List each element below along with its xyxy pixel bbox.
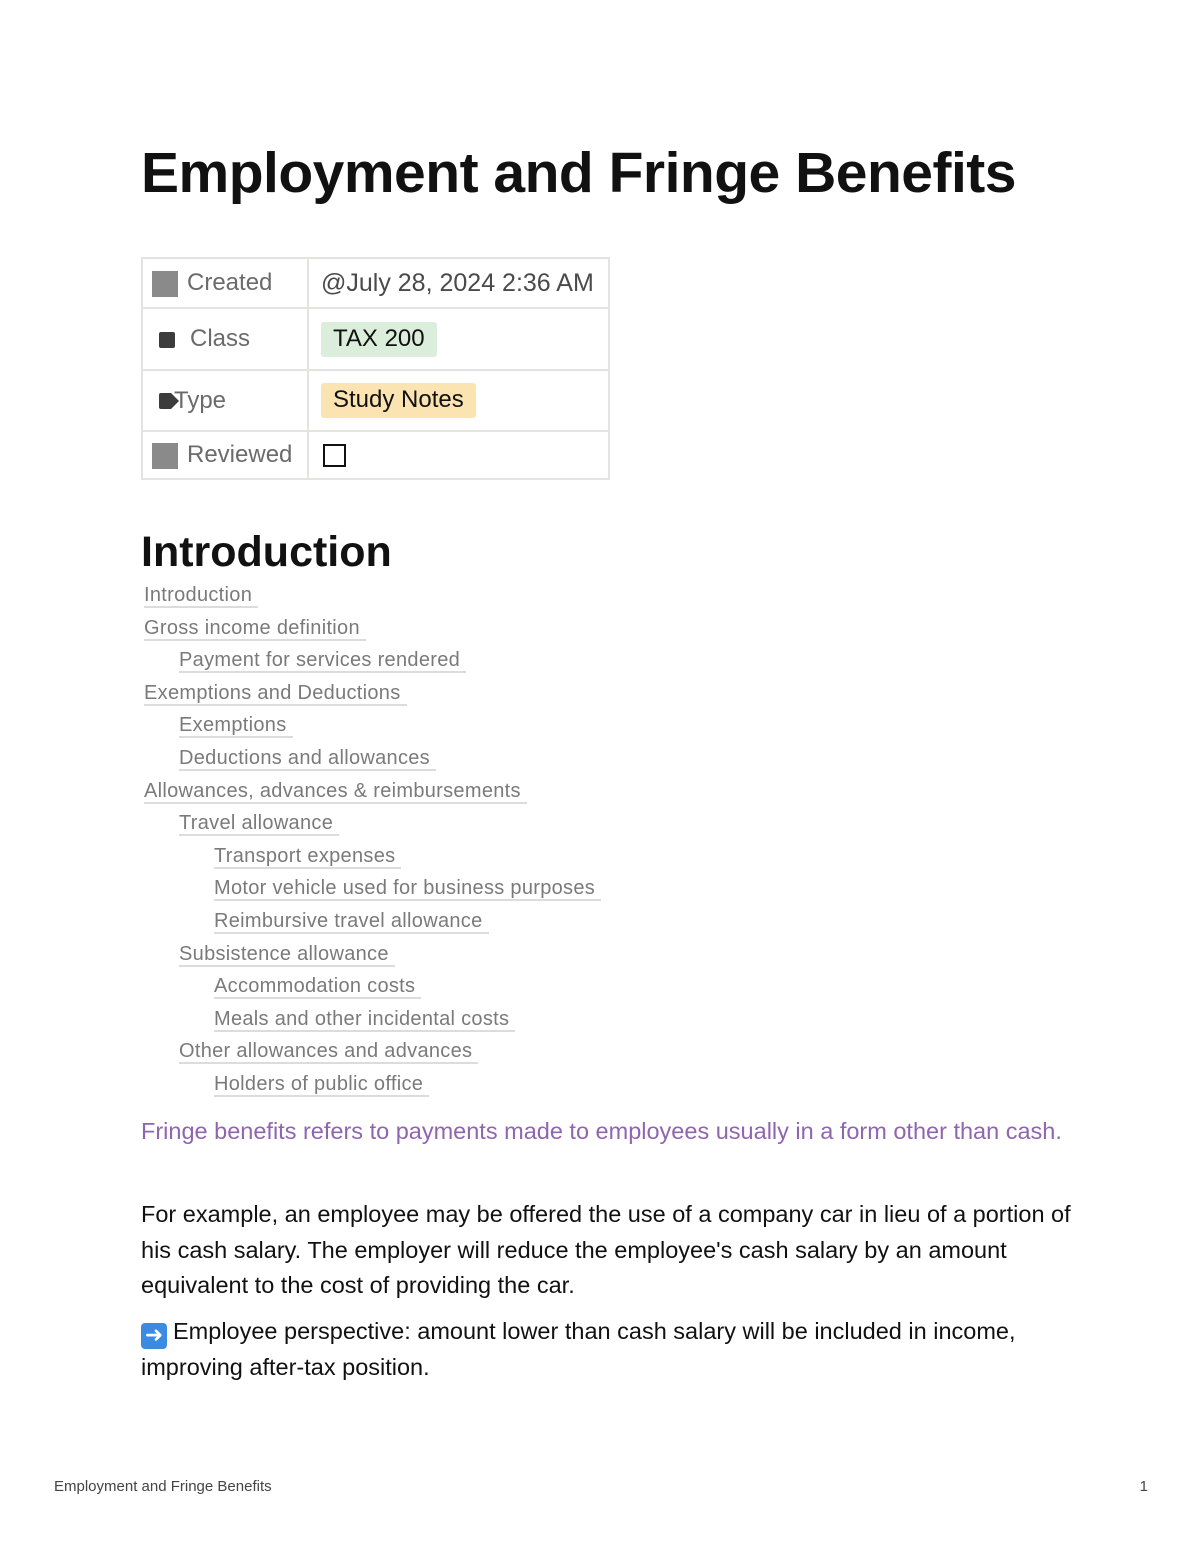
toc-link[interactable]: Subsistence allowance [179, 943, 395, 967]
definition-paragraph: Fringe benefits refers to payments made to employees usually in a form other than cash. [141, 1118, 1062, 1144]
perspective-text: Employee perspective: amount lower than cash salary will be included in income, improving after-tax position. [141, 1318, 1016, 1380]
toc-link[interactable]: Reimbursive travel allowance [214, 910, 489, 934]
list-icon [152, 271, 178, 297]
property-label: Type [174, 386, 227, 414]
toc-link[interactable]: Exemptions and Deductions [144, 682, 407, 706]
toc-item [144, 1006, 601, 1039]
toc-item [144, 647, 601, 680]
toc-link[interactable]: Allowances, advances & reimbursements [144, 780, 527, 804]
list-icon [152, 443, 178, 469]
toc-item [144, 941, 601, 974]
section-heading: Introduction [141, 528, 392, 576]
table-of-contents [144, 582, 601, 1104]
toc-link[interactable]: Transport expenses [214, 845, 401, 869]
toc-link[interactable]: Accommodation costs [214, 975, 421, 999]
properties-table [141, 257, 610, 480]
page-number: 1 [1139, 1478, 1148, 1495]
toc-item [144, 810, 601, 843]
toc-item [144, 745, 601, 778]
created-date[interactable]: @July 28, 2024 2:36 AM [321, 268, 594, 297]
toc-item [144, 973, 601, 1006]
footer-title: Employment and Fringe Benefits [54, 1478, 272, 1495]
toc-link[interactable]: Deductions and allowances [179, 747, 436, 771]
reviewed-checkbox[interactable] [323, 444, 346, 467]
toc-link[interactable]: Payment for services rendered [179, 649, 466, 673]
property-label: Created [187, 269, 273, 296]
toc-link[interactable]: Exemptions [179, 714, 293, 738]
property-label: Class [190, 325, 251, 352]
toc-item [144, 908, 601, 941]
toc-item [144, 1071, 601, 1104]
toc-item [144, 875, 601, 908]
toc-link[interactable]: Gross income definition [144, 617, 366, 641]
perspective-paragraph [141, 1314, 1071, 1385]
toc-item [144, 680, 601, 713]
class-tag[interactable]: TAX 200 [321, 322, 437, 357]
toc-item [144, 712, 601, 745]
toc-link[interactable]: Meals and other incidental costs [214, 1008, 515, 1032]
property-label: Reviewed [187, 441, 293, 468]
toc-link[interactable]: Travel allowance [179, 812, 339, 836]
toc-item [144, 615, 601, 648]
toc-link[interactable]: Other allowances and advances [179, 1040, 478, 1064]
toc-item [144, 582, 601, 615]
tag-icon [159, 332, 175, 348]
toc-item [144, 1038, 601, 1071]
toc-item [144, 778, 601, 811]
toc-item [144, 843, 601, 876]
toc-link[interactable]: Holders of public office [214, 1073, 429, 1097]
toc-link[interactable]: Motor vehicle used for business purposes [214, 877, 601, 901]
type-tag[interactable]: Study Notes [321, 383, 476, 418]
property-row-type [142, 370, 609, 431]
toc-link[interactable]: Introduction [144, 584, 258, 608]
example-paragraph: For example, an employee may be offered the use of a company car in lieu of a portion of his cash salary. The employer will reduce the employee's cash salary by an amount equivalent to the cost of providing the car. [141, 1201, 1071, 1298]
right-arrow-icon: ➜ [141, 1323, 167, 1349]
property-row-created [142, 258, 609, 308]
property-row-class [142, 308, 609, 370]
page-title: Employment and Fringe Benefits [141, 141, 1016, 205]
property-row-reviewed [142, 431, 609, 479]
